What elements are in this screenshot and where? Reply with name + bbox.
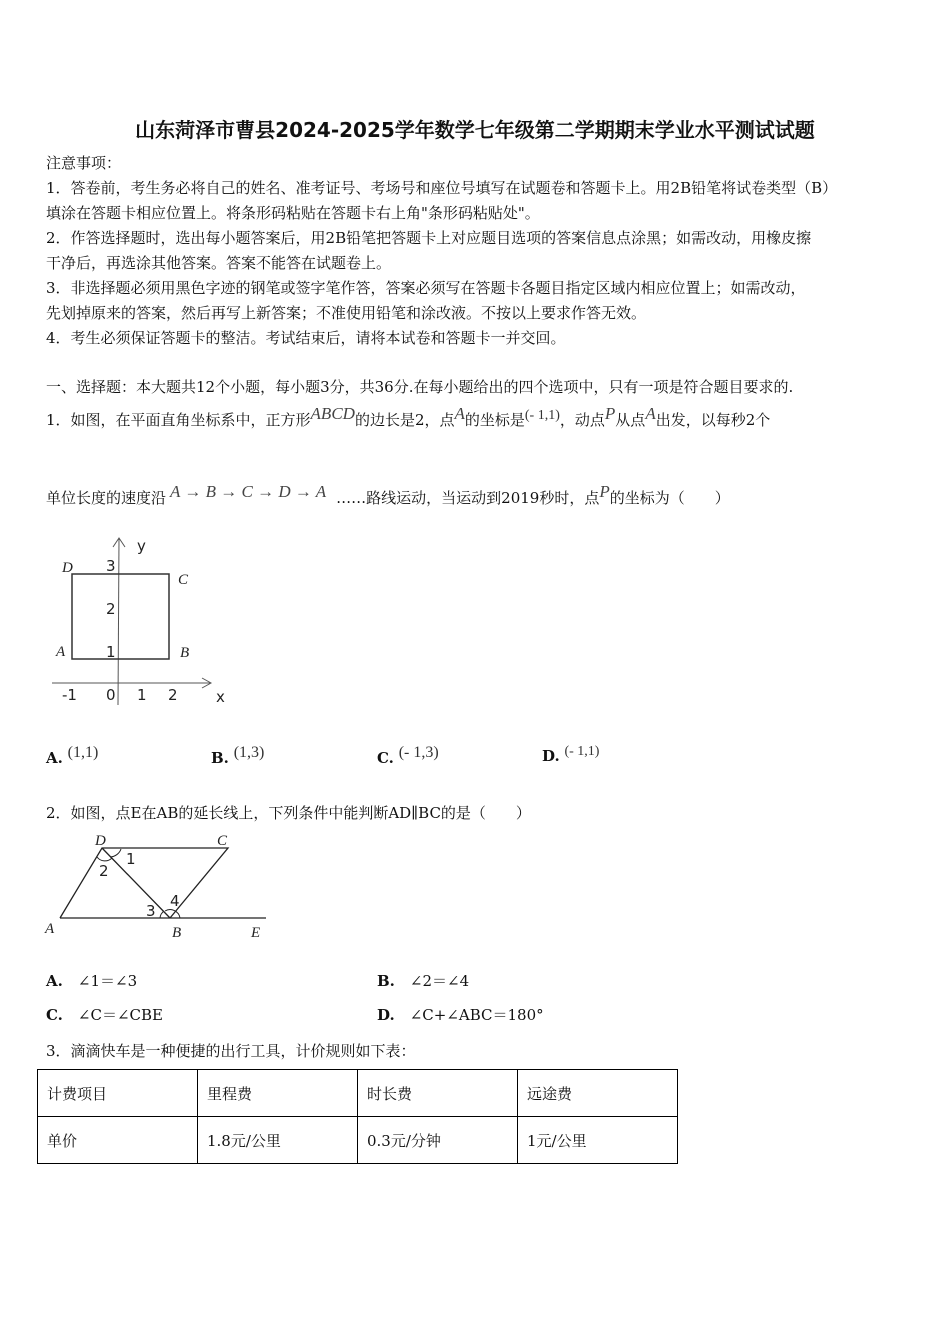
vertex-c: C: [217, 833, 228, 849]
q1-option-d[interactable]: [542, 744, 599, 765]
table-cell: 1元/公里: [518, 1117, 678, 1164]
tick-y1: 1: [106, 643, 116, 661]
q1-text: 出发，以每秒2个: [655, 411, 771, 429]
q2-option-d[interactable]: [377, 1004, 544, 1025]
table-cell: 单价: [38, 1117, 198, 1164]
option-letter: B.: [211, 749, 229, 767]
q1-option-c[interactable]: [377, 744, 439, 767]
notes-heading: 注意事项：: [46, 154, 122, 172]
q1-text: ……路线运动，当运动到2019秒时，点: [336, 489, 600, 507]
table-cell: 远途费: [518, 1070, 678, 1117]
angle-label-3: 3: [146, 902, 156, 920]
q1-text: ，动点: [559, 411, 605, 429]
option-value: (1,3): [233, 744, 265, 761]
parallelogram: [60, 848, 228, 918]
q1-text: 的坐标为（ ）: [609, 489, 730, 507]
q1-text: 单位长度的速度沿: [46, 489, 167, 507]
section-heading: 一、选择题：本大题共12个小题，每小题3分，共36分.在每小题给出的四个选项中，只有一项是符合题目要求的.: [46, 378, 794, 396]
tick-x1: 1: [137, 686, 147, 704]
y-label: y: [137, 537, 146, 555]
table-cell: 时长费: [358, 1070, 518, 1117]
option-letter: C.: [46, 1006, 63, 1024]
angle-label-4: 4: [170, 892, 180, 910]
table-cell: 计费项目: [38, 1070, 198, 1117]
q2-option-a[interactable]: [46, 970, 137, 991]
q1-math: (- 1,1): [524, 408, 560, 423]
option-letter: D.: [542, 747, 560, 765]
q1-math: ABCD: [310, 404, 355, 423]
q2-figure: [44, 833, 266, 941]
option-value: ∠C+∠ABC＝180°: [409, 1006, 544, 1024]
vertex-c: C: [178, 572, 189, 588]
note-line: 1．答卷前，考生务必将自己的姓名、准考证号、考场号和座位号填写在试题卷和答题卡上。用2B铅笔将试卷类型（B）: [46, 179, 838, 197]
tick-x2: 2: [168, 686, 178, 704]
table-cell: 0.3元/分钟: [358, 1117, 518, 1164]
angle-arc-2: [97, 857, 112, 861]
note-line: 填涂在答题卡相应位置上。将条形码粘贴在答题卡右上角"条形码粘贴处"。: [46, 204, 540, 222]
option-value: ∠C＝∠CBE: [77, 1006, 163, 1024]
vertex-b: B: [180, 645, 190, 661]
option-value: (1,1): [67, 744, 99, 761]
vertex-d: D: [62, 560, 73, 576]
q1-math: P: [599, 482, 610, 501]
note-line: 2．作答选择题时，选出每小题答案后，用2B铅笔把答题卡上对应题目选项的答案信息点涂黑；如需改动，用橡皮擦: [46, 229, 812, 247]
table-cell: 里程费: [198, 1070, 358, 1117]
q3-text: 3．滴滴快车是一种便捷的出行工具，计价规则如下表：: [46, 1042, 416, 1060]
angle-arc-1: [110, 849, 121, 857]
q2-option-c[interactable]: [46, 1004, 163, 1025]
y-axis: [118, 538, 119, 705]
vertex-a: A: [56, 644, 66, 660]
angle-arc-4: [165, 910, 180, 918]
tick-y3: 3: [106, 557, 116, 575]
vertex-e: E: [251, 925, 261, 941]
note-line: 干净后，再选涂其他答案。答案不能答在试题卷上。: [46, 254, 392, 272]
vertex-b: B: [172, 925, 182, 941]
option-letter: B.: [377, 972, 395, 990]
q1-text: 的坐标是: [464, 411, 525, 429]
option-value: ∠2＝∠4: [409, 972, 470, 990]
vertex-d: D: [95, 833, 106, 849]
q1-math: A: [454, 404, 465, 423]
q1-text: 1．如图，在平面直角坐标系中，正方形: [46, 411, 311, 429]
option-value: (- 1,3): [398, 744, 439, 761]
option-value: (- 1,1): [564, 744, 600, 759]
table-row: [38, 1070, 678, 1117]
q1-option-a[interactable]: [46, 744, 98, 767]
option-value: ∠1＝∠3: [77, 972, 138, 990]
angle-arc-3: [160, 911, 164, 918]
q1-math: P: [604, 404, 616, 423]
table-cell: 1.8元/公里: [198, 1117, 358, 1164]
q2-option-b[interactable]: [377, 970, 469, 991]
option-letter: D.: [377, 1006, 395, 1024]
note-line: 3．非选择题必须用黑色字迹的钢笔或签字笔作答，答案必须写在答题卡各题目指定区域内相应位置上；如需改动，: [46, 279, 806, 297]
vertex-a: A: [45, 921, 55, 937]
q1-option-b[interactable]: [211, 744, 264, 767]
tick-y2: 2: [106, 600, 116, 618]
option-letter: A.: [46, 749, 63, 767]
q1-math: A: [645, 404, 656, 423]
angle-label-1: 1: [126, 850, 136, 868]
q2-text: 2．如图，点E在AB的延长线上，下列条件中能判断AD∥BC的是（ ）: [46, 804, 531, 822]
tick-x0: 0: [106, 686, 116, 704]
tick-xm1: -1: [62, 686, 77, 704]
note-line: 4．考生必须保证答题卡的整洁。考试结束后，请将本试卷和答题卡一并交回。: [46, 329, 566, 347]
angle-label-2: 2: [99, 862, 109, 880]
q1-math: A → B → C → D → A: [170, 482, 327, 501]
page-title: 山东菏泽市曹县2024-2025学年数学七年级第二学期期末学业水平测试试题: [135, 118, 815, 142]
note-line: 先划掉原来的答案，然后再写上新答案；不准使用铅笔和涂改液。不按以上要求作答无效。: [46, 304, 647, 322]
pricing-table: [37, 1069, 678, 1164]
q1-text: 的边长是2，点: [354, 411, 455, 429]
option-letter: C.: [377, 749, 394, 767]
q1-text: 从点: [615, 411, 646, 429]
table-row: [38, 1117, 678, 1164]
option-letter: A.: [46, 972, 63, 990]
square-abcd: [72, 574, 169, 659]
x-label: x: [216, 688, 225, 706]
